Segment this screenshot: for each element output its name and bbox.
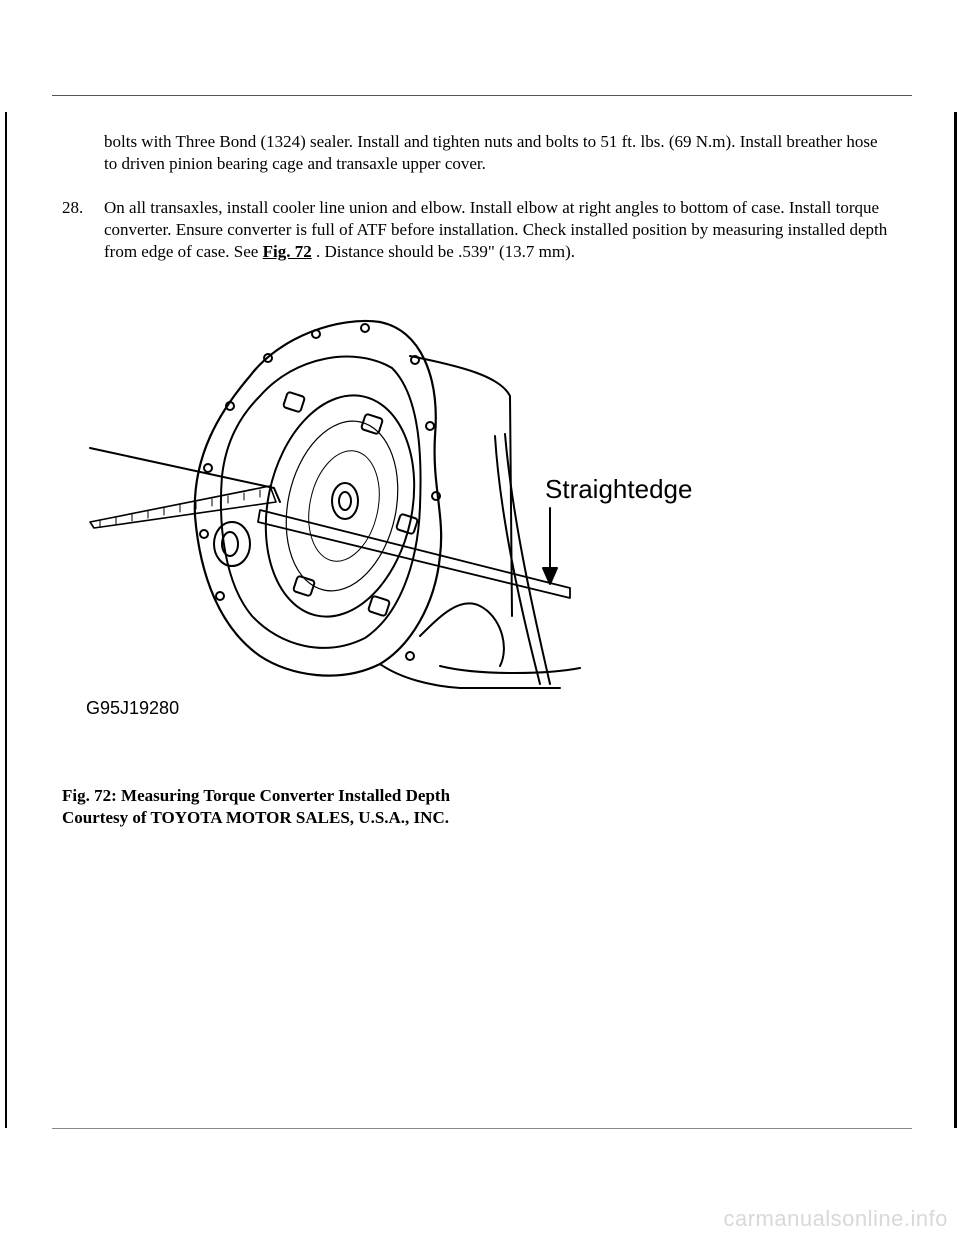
left-margin-rule [5, 112, 7, 1128]
figure-caption [62, 785, 762, 829]
continued-paragraph: bolts with Three Bond (1324) sealer. Install and tighten nuts and bolts to 51 ft. lbs. (69 N.m). Install breather hose to driven pinion bearing cage and transaxle upper cover. [104, 132, 878, 173]
bottom-rule [52, 1128, 912, 1129]
step-number: 28. [62, 198, 84, 217]
figure-72-illustration [80, 316, 700, 726]
caption-title: Fig. 72: Measuring Torque Converter Installed Depth [62, 786, 451, 805]
site-watermark: carmanualsonline.info [723, 1206, 948, 1231]
fig-72-link[interactable]: Fig. 72 [262, 242, 312, 261]
straightedge-label: Straightedge [545, 474, 693, 504]
step-text: On all transaxles, install cooler line union and elbow. Install elbow at right angles to bottom of case. Install torque converter. Ensure converter is full of ATF before installation. Check installed position by measuring installed depth from edge of case. See Fig. 72 . Distance should be .539" (13.7 mm). [104, 198, 888, 261]
top-rule [52, 95, 912, 96]
caption-credit: Courtesy of TOYOTA MOTOR SALES, U.S.A., INC. [62, 808, 449, 827]
figure-code: G95J19280 [86, 698, 180, 718]
right-margin-rule [954, 112, 957, 1128]
